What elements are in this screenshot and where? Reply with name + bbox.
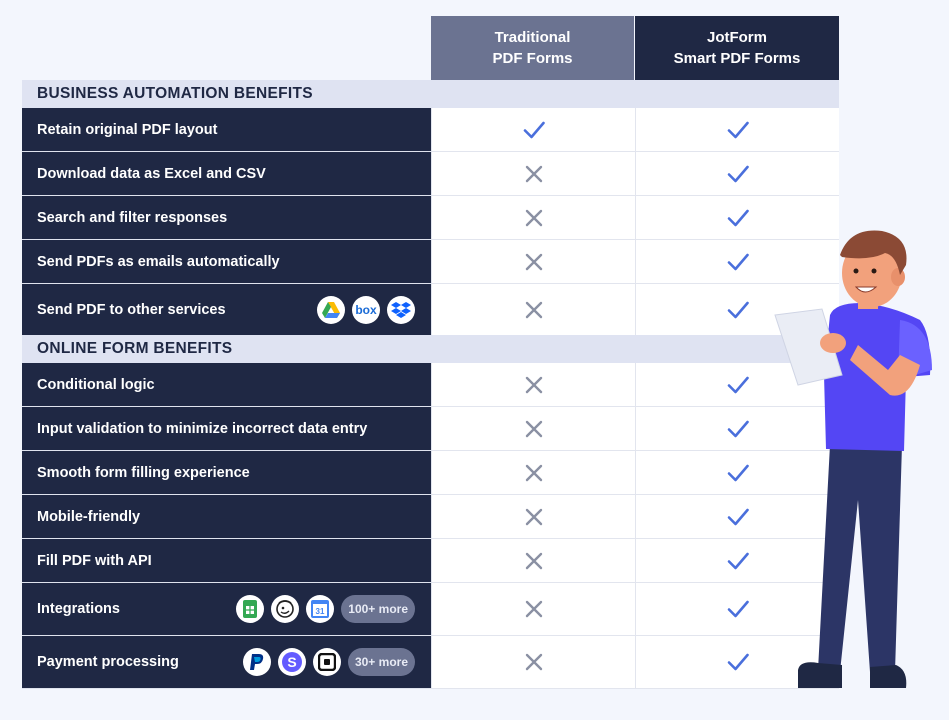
paypal-icon [243,648,271,676]
feature-label: Payment processing [37,654,179,670]
feature-label-cell [22,284,431,336]
feature-label-cell [22,196,431,240]
feature-label: Download data as Excel and CSV [37,165,266,182]
google-sheets-icon [236,595,264,623]
section-header: BUSINESS AUTOMATION BENEFITS [22,80,839,108]
table-row [22,284,839,336]
feature-label-cell [22,583,431,636]
table-row [22,196,839,240]
feature-label: Input validation to minimize incorrect data entry [37,420,368,437]
cross-icon [522,373,546,397]
traditional-cell [431,108,635,152]
more-integrations-badge: 100+ more [341,595,415,623]
feature-label: Mobile-friendly [37,508,141,525]
service-icons [243,648,415,676]
traditional-cell [431,407,635,451]
service-icons [317,296,415,324]
check-icon [726,417,750,441]
traditional-cell [431,152,635,196]
traditional-cell [431,284,635,336]
table-row [22,407,839,451]
google-drive-icon [317,296,345,324]
traditional-cell [431,636,635,689]
traditional-cell [431,583,635,636]
service-icons [236,595,415,623]
feature-label: Smooth form filling experience [37,464,250,481]
check-icon [726,298,750,322]
traditional-cell [431,196,635,240]
cross-icon [522,461,546,485]
check-icon [726,162,750,186]
dropbox-icon [387,296,415,324]
google-calendar-icon [306,595,334,623]
column-header-jotform: JotForm Smart PDF Forms [635,16,839,80]
cross-icon [522,549,546,573]
feature-label-cell [22,451,431,495]
feature-label: Fill PDF with API [37,552,152,569]
cross-icon [522,250,546,274]
stripe-icon [278,648,306,676]
jotform-cell [635,152,839,196]
jotform-cell [635,108,839,152]
cross-icon [522,597,546,621]
table-row [22,363,839,407]
svg-text:31: 31 [315,607,325,616]
table-row [22,108,839,152]
section-header: ONLINE FORM BENEFITS [22,335,839,363]
cross-icon [522,298,546,322]
feature-label: Send PDFs as emails automatically [37,253,280,270]
cross-icon [522,505,546,529]
feature-label-cell [22,495,431,539]
feature-label-cell [22,152,431,196]
table-row [22,583,839,636]
column-header-traditional: Traditional PDF Forms [431,16,634,80]
check-icon [726,597,750,621]
traditional-cell [431,240,635,284]
mailchimp-icon [271,595,299,623]
feature-label-cell [22,240,431,284]
check-icon [726,505,750,529]
more-integrations-badge: 30+ more [348,648,415,676]
traditional-cell [431,451,635,495]
svg-text:box: box [355,302,377,317]
cross-icon [522,162,546,186]
check-icon [726,206,750,230]
traditional-cell [431,539,635,583]
person-with-tablet-illustration [770,225,940,695]
cross-icon [522,417,546,441]
svg-text:S: S [287,654,297,670]
feature-label-cell [22,108,431,152]
feature-label-cell [22,636,431,689]
table-row [22,152,839,196]
table-row [22,539,839,583]
cross-icon [522,206,546,230]
check-icon [726,118,750,142]
check-icon [726,461,750,485]
feature-label-cell [22,363,431,407]
feature-label-cell [22,539,431,583]
check-icon [726,373,750,397]
square-icon [313,648,341,676]
cross-icon [522,650,546,674]
table-row [22,451,839,495]
check-icon [726,250,750,274]
feature-label: Retain original PDF layout [37,121,218,138]
feature-label: Send PDF to other services [37,301,226,318]
box-icon [352,296,380,324]
check-icon [522,118,546,142]
table-row [22,240,839,284]
table-row [22,636,839,689]
check-icon [726,549,750,573]
feature-label: Integrations [37,601,120,617]
check-icon [726,650,750,674]
table-row [22,495,839,539]
feature-label: Conditional logic [37,376,155,393]
traditional-cell [431,363,635,407]
traditional-cell [431,495,635,539]
feature-label: Search and filter responses [37,209,228,226]
feature-label-cell [22,407,431,451]
